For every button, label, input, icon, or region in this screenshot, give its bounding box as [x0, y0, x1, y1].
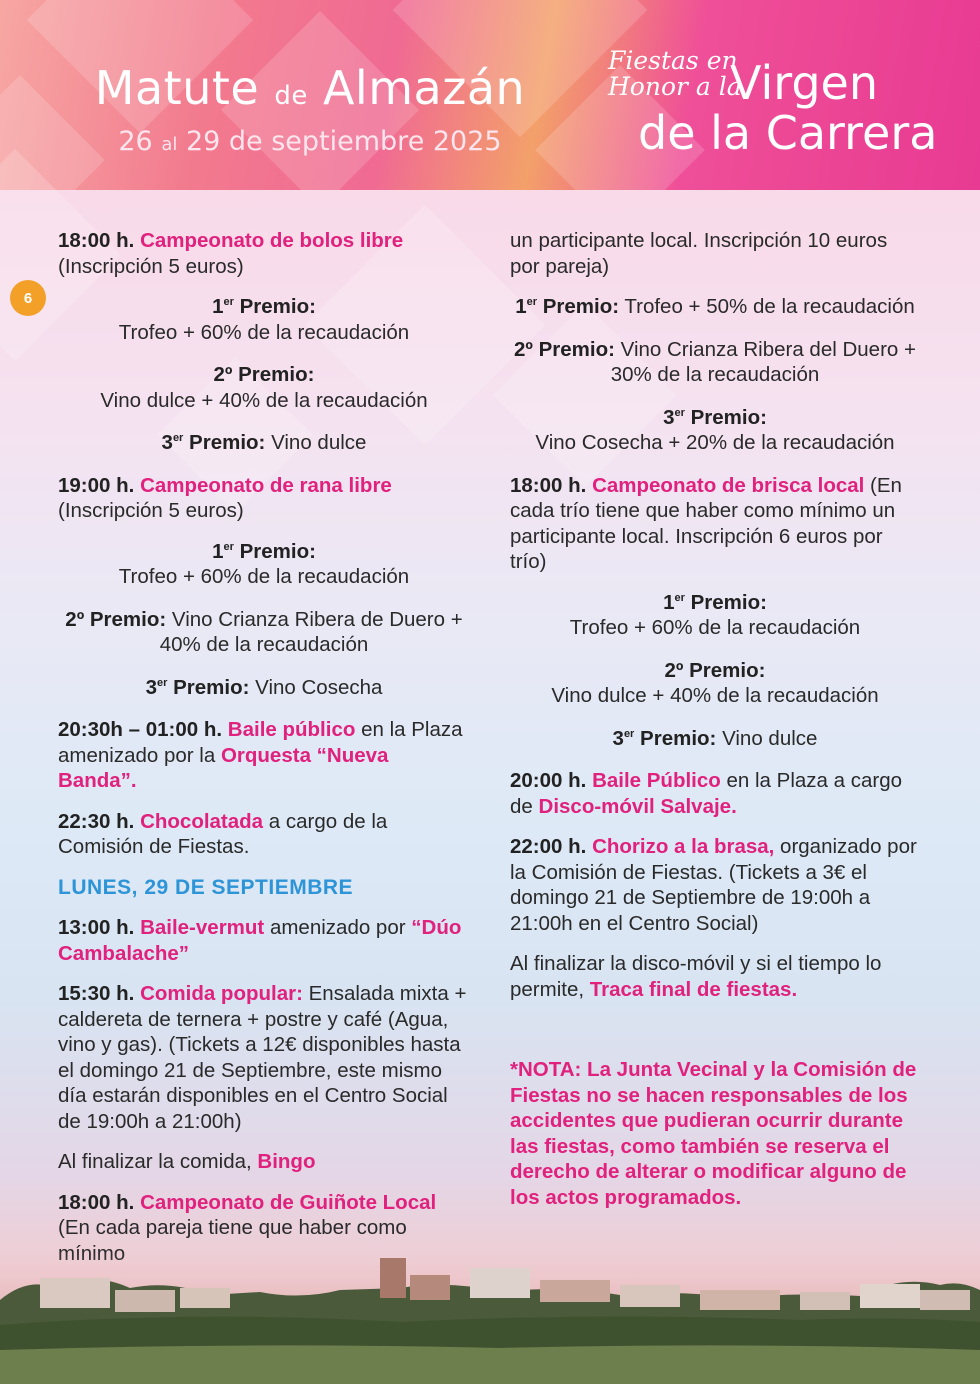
event-text: Al finalizar la disco-móvil y si el tiempo lo permite,: [510, 952, 882, 1001]
event-title: Campeonato de brisca local: [592, 473, 865, 497]
prize-text: Vino dulce + 40% de la recaudación: [100, 388, 428, 412]
prize-number: 1: [515, 295, 527, 318]
event-chorizo: [510, 834, 920, 936]
header-banner: [0, 0, 980, 190]
event-baile-publico: [58, 717, 470, 794]
prize-label: Premio:: [239, 295, 316, 318]
prize-3: [510, 405, 920, 456]
prize-label: 2º Premio:: [664, 658, 766, 682]
village-landscape-image: [0, 1250, 980, 1384]
prize-label: Premio:: [239, 539, 316, 563]
event-time: 18:00 h.: [58, 1190, 135, 1214]
prize-label: 2º Premio:: [65, 607, 167, 631]
event-title: Chorizo a la brasa,: [592, 835, 775, 858]
prize-3: [58, 430, 470, 456]
disclaimer-note: *NOTA: La Junta Vecinal y la Comisión de Fiestas no se hacen responsables de los accidentes que pudieran ocurrir durante las fiestas, como también se reserva el derecho de alterar o modificar alguno de los actos programados.: [510, 1058, 917, 1209]
dates-rest: 29 de septiembre 2025: [185, 126, 502, 157]
prize-text: Vino Cosecha + 20% de la recaudación: [535, 431, 895, 454]
event-title: Campeonato de bolos libre: [140, 229, 404, 252]
event-text: (Inscripción 5 euros): [58, 254, 244, 278]
event-text: (En cada pareja tiene que haber como: [58, 1216, 407, 1239]
prize-1: [510, 294, 920, 320]
event-title: Traca final de fiestas.: [589, 977, 798, 1001]
event-title: Chocolatada: [140, 809, 264, 833]
event-text: Al finalizar la comida,: [58, 1150, 252, 1173]
event-time: 20:00 h.: [510, 769, 587, 792]
event-time: 19:00 h.: [58, 473, 135, 497]
event-brisca: [510, 473, 920, 575]
prize-text: Trofeo + 50% de la recaudación: [624, 295, 915, 318]
prize-suffix: er: [623, 727, 635, 740]
prize-number: 1: [212, 295, 224, 318]
event-title-secondary: Orquesta “Nueva Banda”.: [58, 743, 389, 792]
event-time: 20:30h – 01:00 h.: [58, 718, 223, 741]
event-baile-disco: [510, 768, 920, 819]
event-text: (Inscripción 5 euros): [58, 499, 244, 522]
fiestas-line1: Fiestas en: [608, 46, 738, 75]
event-time: 22:00 h.: [510, 835, 587, 858]
prize-2: [510, 337, 920, 388]
left-column: [58, 228, 470, 1281]
prize-number: 1: [212, 539, 224, 563]
prize-label: 2º Premio:: [213, 363, 315, 386]
prize-label: Premio:: [690, 590, 767, 614]
event-title: [60, 60, 560, 163]
event-guinote-continued: un participante local. Inscripción 10 euros por pareja): [510, 229, 888, 278]
prize-2: [58, 362, 470, 413]
prize-2: [58, 607, 470, 658]
event-baile-vermut: [58, 915, 470, 966]
event-title: Baile público: [227, 718, 356, 741]
event-text: en la Plaza a cargo de: [510, 769, 903, 818]
virgen-text: Virgen: [730, 56, 878, 110]
event-text: (En cada trío tiene que haber como mínimo un participante local. Inscripción 6 euros por trío): [510, 473, 902, 573]
prize-1: [510, 590, 920, 641]
event-rana: [58, 473, 470, 524]
prize-3: [58, 675, 470, 701]
event-traca: [510, 951, 920, 1002]
right-column: [510, 228, 920, 1225]
event-text: amenizado por: [269, 916, 406, 939]
prize-suffix: er: [157, 676, 168, 689]
event-text: en la Plaza amenizado por la: [58, 718, 463, 767]
prize-number: 3: [612, 726, 624, 750]
event-title: Bingo: [257, 1150, 316, 1173]
town-name-main: Matute: [94, 61, 260, 115]
event-bolos: [58, 228, 470, 279]
prize-suffix: er: [526, 296, 538, 309]
prize-suffix: er: [223, 540, 234, 553]
event-bingo: [58, 1149, 470, 1175]
prize-label: Premio:: [542, 295, 620, 318]
event-title: Campeonato de Guiñote Local: [140, 1190, 437, 1214]
prize-1: [58, 539, 470, 590]
prize-suffix: er: [674, 406, 685, 419]
prize-number: 3: [145, 675, 157, 699]
event-title: Baile Público: [592, 769, 721, 792]
event-title: Campeonato de rana libre: [140, 473, 392, 497]
prize-3: [510, 726, 920, 752]
event-title: Baile-vermut: [140, 916, 265, 939]
prize-text: Trofeo + 60% de la recaudación: [118, 565, 410, 588]
prize-text: Vino dulce + 40% de la recaudación: [551, 684, 879, 707]
event-text: a cargo de la Comisión de Fiestas.: [58, 809, 388, 858]
event-time: 22:30 h.: [58, 809, 135, 833]
prize-suffix: er: [172, 432, 184, 445]
prize-number: 3: [663, 405, 675, 429]
fiestas-script: [608, 48, 742, 100]
prize-text: Vino Crianza Ribera del Duero + 30% de la recaudación: [610, 337, 916, 386]
prize-text: Vino dulce: [271, 431, 367, 454]
prize-2: [510, 658, 920, 709]
prize-label: Premio:: [690, 405, 767, 429]
town-name-de: de: [274, 81, 308, 111]
prize-text: Trofeo + 60% de la recaudación: [118, 320, 410, 344]
town-name-second: Almazán: [322, 61, 526, 115]
prize-suffix: er: [674, 591, 685, 604]
day-heading: LUNES, 29 DE SEPTIEMBRE: [58, 875, 354, 899]
prize-label: Premio:: [189, 431, 266, 454]
prize-text: Trofeo + 60% de la recaudación: [569, 616, 861, 639]
prize-suffix: er: [223, 296, 234, 309]
event-chocolatada: [58, 809, 470, 860]
dates-al: al: [161, 134, 178, 155]
event-comida-popular: [58, 981, 470, 1134]
carrera-text: de la Carrera: [638, 106, 938, 160]
event-title-secondary: “Dúo Cambalache”: [58, 916, 462, 965]
event-text: Ensalada mixta + caldereta de ternera + postre y café (Agua, vino y gas). (Tickets a 12€ disponibles hasta el domingo 21 de Septiembre, este mismo día estarán disponibles en el Centro Social de 19:00h a 21:00h): [58, 982, 467, 1133]
event-time: 15:30 h.: [58, 982, 135, 1005]
dates-start: 26: [118, 126, 153, 157]
event-title: Comida popular:: [140, 982, 303, 1005]
event-text: organizado por la Comisión de Fiestas. (Tickets a 3€ el domingo 21 de Septiembre de 19:00h a 21:00h en el Centro Social): [510, 835, 917, 935]
prize-number: 3: [161, 431, 173, 454]
prize-text: Vino Cosecha: [255, 675, 383, 699]
event-time: 13:00 h.: [58, 916, 135, 939]
event-title-secondary: Disco-móvil Salvaje.: [538, 794, 737, 818]
prize-label: Premio:: [173, 675, 250, 699]
fiestas-line2: Honor a la: [608, 72, 742, 101]
prize-text: Vino Crianza Ribera de Duero + 40% de la recaudación: [159, 607, 463, 656]
page-number-badge: 6: [10, 280, 46, 316]
prize-number: 1: [663, 590, 675, 614]
event-time: 18:00 h.: [510, 473, 587, 497]
prize-label: 2º Premio:: [514, 337, 615, 361]
prize-label: Premio:: [640, 726, 717, 750]
prize-1: [58, 294, 470, 345]
event-time: 18:00 h.: [58, 229, 135, 252]
prize-text: Vino dulce: [722, 726, 818, 750]
